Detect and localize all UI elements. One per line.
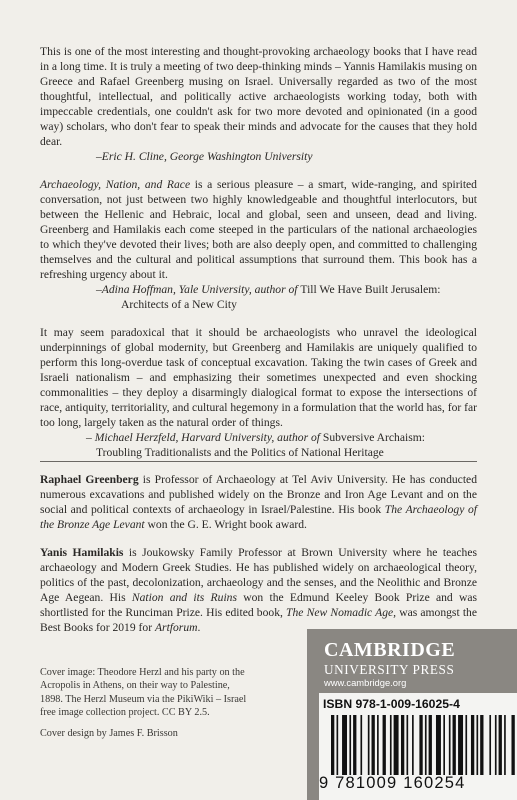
bio-text: is Professor of Archaeology at Tel Aviv University. He has conducted numerous excavations and published widely on the Bronze and Iron Age Levant and on the social and political contexts of archaeology in Israel/Palestine. His book [40, 473, 477, 516]
endorsement-text: It may seem paradoxical that it should be archaeologists who unravel the ideological underpinnings of global modernity, but Greenberg and Hamilakis are uniquely qualified to perform this long-overdue task of conceptual excavation. Taking the twin cases of Greek and Israeli nationalism – and emphasizing their sometimes unexpected and even shocking commonalities – they deploy a disarmingly dialogical format to expose the intersections of race, antiquity, territoriality, and cultural hegemony in a formulation that the world has, for far too long, largely taken as the natural order of things. [40, 326, 477, 429]
barcode-bar [499, 715, 502, 775]
cover-credits [40, 666, 250, 740]
barcode-bar [425, 715, 427, 775]
barcode-bar [465, 715, 467, 775]
endorsement-attribution-cont [40, 445, 477, 460]
attribution-name: – Michael Herzfeld, Harvard University, author of [86, 431, 323, 444]
endorsements [40, 44, 477, 460]
barcode-bar [401, 715, 404, 775]
barcode-bar [429, 715, 432, 775]
barcode-bar [390, 715, 392, 775]
attribution-book: Subversive Archaism: [322, 431, 425, 444]
book-title: The Archaeology of the Bronze Age Levant [40, 503, 477, 531]
bio-hamilakis [40, 545, 477, 635]
barcode-bar [377, 715, 379, 775]
barcode-bar [419, 715, 422, 775]
attribution-name: –Eric H. Cline, George Washington University [96, 150, 313, 163]
barcode-bar [511, 715, 514, 775]
endorsement-text: This is one of the most interesting and thought-provoking archaeology books that I have read in a long time. It is truly a meeting of two deep-thinking minds – Yannis Hamilakis musing on Greece and Rafael Greenberg musing on Israel. Universally regarded as two of the most thoughtful, intellectual, and politically active archaeologists working today, both with impeccable credentials, one couldn't ask for two more devoted and opinionated (in a good way) scholars, who don't fear to speak their minds and advocate for the causes that they hold dear. [40, 45, 477, 148]
attribution-book-cont: Architects of a New City [121, 298, 237, 311]
endorsement-text [40, 177, 477, 282]
book-title: Nation and its Ruins [131, 591, 237, 604]
attribution-book-cont: Troubling Traditionalists and the Politics of National Heritage [96, 446, 384, 459]
endorsement-attribution [40, 282, 477, 297]
endorsement-cline [40, 44, 477, 164]
barcode-bar [443, 715, 445, 775]
barcode-bar [489, 715, 491, 775]
barcode-bar [394, 715, 399, 775]
isbn-box [319, 693, 517, 800]
endorsement-attribution [40, 430, 477, 445]
barcode-digits: 9 781009 160254 [319, 774, 466, 792]
barcode-bar [342, 715, 347, 775]
section-divider [40, 461, 477, 462]
endorsement-hoffman [40, 177, 477, 312]
publisher-url: www.cambridge.org [324, 677, 407, 688]
barcode-bar [412, 715, 414, 775]
cover-image-credit: Cover image: Theodore Herzl and his party on the Acropolis in Athens, on their way to Palestine, 1898. The Herzl Museum via the PikiWiki – Israel free image collection project. CC BY 2.5. [40, 667, 247, 719]
barcode-bar [458, 715, 463, 775]
endorsement-herzfeld [40, 325, 477, 460]
barcode-bar [353, 715, 356, 775]
publisher-subname: UNIVERSITY PRESS [324, 662, 455, 677]
book-title: The New Nomadic Age, [286, 606, 397, 619]
barcode-bar [495, 715, 497, 775]
endorsement-attribution-cont [40, 297, 477, 312]
bio-text: won the G. E. Wright book award. [144, 518, 307, 531]
bio-text: was amongst the Best Books for 2019 for [40, 606, 477, 634]
attribution-book: Till We Have Built Jerusalem: [300, 283, 441, 296]
barcode-bar [368, 715, 370, 775]
barcode-bar [480, 715, 483, 775]
author-name: Raphael Greenberg [40, 473, 139, 486]
barcode-bar [449, 715, 451, 775]
publication-title: Artforum [154, 621, 198, 634]
bio-text: won the Edmund Keeley Book Prize and was shortlisted for the Runciman Prize. His edited book, [40, 591, 478, 619]
cover-design-credit: Cover design by James F. Brisson [40, 727, 178, 739]
barcode-bar [337, 715, 339, 775]
barcode-bar [360, 715, 362, 775]
bio-text: is Joukowsky Family Professor at Brown University where he teaches archaeology and Modern Greek Studies. He has published widely on archaeological theory, politics of the past, decolonization, archaeology and the senses, and the Neolithic and Bronze Age Aegean. His [40, 546, 477, 604]
bio-greenberg [40, 472, 477, 532]
bio-text: . [197, 621, 201, 634]
barcode-bar [453, 715, 456, 775]
isbn-label: ISBN 978-1-009-16025-4 [323, 697, 460, 711]
barcode-bar [349, 715, 351, 775]
endorsement-attribution [40, 149, 477, 164]
barcode-bar [476, 715, 478, 775]
attribution-name: –Adina Hoffman, Yale University, author of [96, 283, 301, 296]
barcode-bar [504, 715, 506, 775]
barcode-bar [407, 715, 409, 775]
author-name: Yanis Hamilakis [40, 546, 124, 559]
publisher-panel [307, 629, 517, 800]
publisher-logo: CAMBRIDGE [324, 639, 456, 661]
barcode-bar [331, 715, 334, 775]
barcode-bar [383, 715, 386, 775]
barcode [331, 715, 517, 775]
barcode-bar [471, 715, 474, 775]
author-bios [40, 472, 477, 635]
book-title: Archaeology, Nation, and Race [40, 178, 191, 191]
barcode-bar [436, 715, 441, 775]
barcode-bar [372, 715, 375, 775]
endorsement-body: is a serious pleasure – a smart, wide-ranging, and spirited conversation, not just between two highly knowledgeable and thoughtful interlocutors, but between the Hellenic and Hebraic, local and global, seen and unseen, dead and living. Greenberg and Hamilakis each come steeped in the particulars of the national archaeologies to which they've devoted their lives; both are also deeply open, and committed to challenging themselves and the cultural and political assumptions that surround them. This book has a refreshing urgency about it. [40, 178, 477, 281]
